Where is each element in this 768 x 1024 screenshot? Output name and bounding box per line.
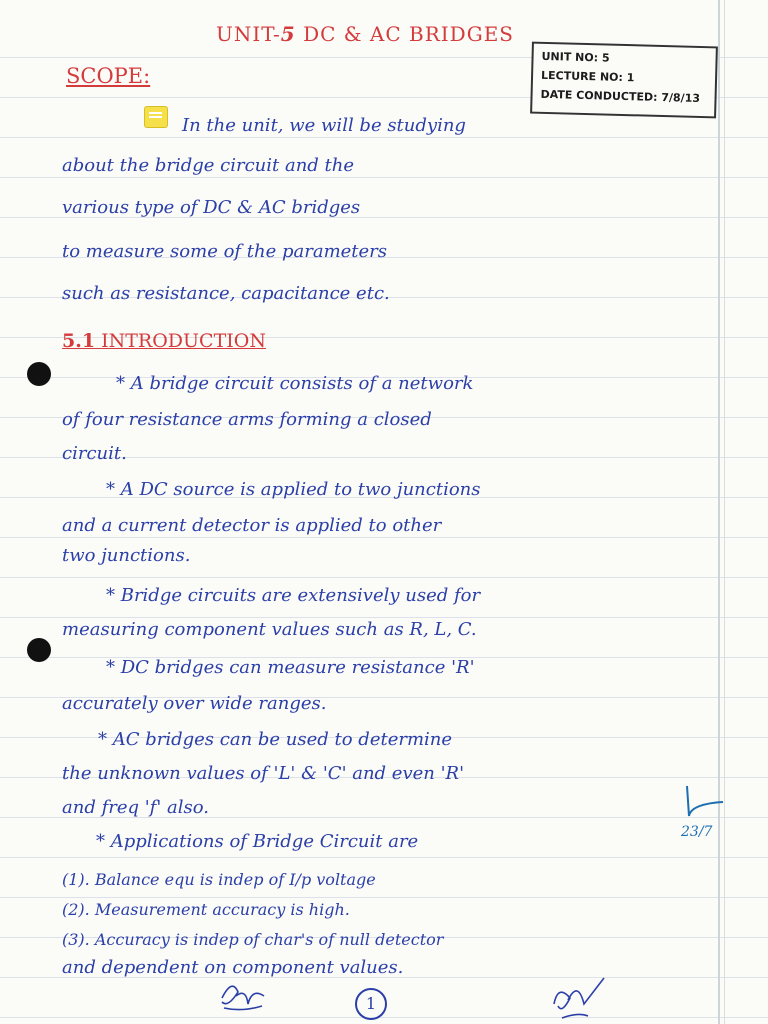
- body-line: and dependent on component values.: [62, 957, 404, 978]
- checkmark-icon: [683, 782, 727, 822]
- unit-title: DC & AC BRIDGES: [303, 22, 514, 46]
- section-number: 5.1: [62, 330, 96, 352]
- body-line: two junctions.: [62, 545, 191, 566]
- signature-icon: [218, 978, 268, 1014]
- sticky-note-icon[interactable]: [144, 106, 168, 128]
- margin-line: [724, 0, 725, 1024]
- lecture-no: LECTURE NO: 1: [540, 68, 635, 85]
- scope-line: In the unit, we will be studying: [182, 115, 466, 136]
- body-line: accurately over wide ranges.: [62, 693, 327, 714]
- body-line: the unknown values of 'L' & 'C' and even 'R': [62, 763, 465, 784]
- body-line: and freq 'f' also.: [62, 797, 209, 818]
- body-line: and a current detector is applied to other: [62, 515, 442, 536]
- body-line: (3). Accuracy is indep of char's of null detector: [62, 930, 444, 949]
- body-line: (1). Balance equ is indep of I/p voltage: [62, 870, 376, 889]
- section-title: INTRODUCTION: [101, 330, 266, 352]
- scope-line: various type of DC & AC bridges: [62, 197, 361, 218]
- unit-no: UNIT NO: 5: [541, 49, 610, 65]
- body-line: of four resistance arms forming a closed: [62, 409, 432, 430]
- body-line: * AC bridges can be used to determine: [98, 729, 453, 750]
- date-conducted: DATE CONDUCTED: 7/8/13: [540, 87, 701, 105]
- body-line: circuit.: [62, 443, 127, 464]
- unit-label: UNIT-: [216, 22, 281, 46]
- scope-line: about the bridge circuit and the: [62, 155, 355, 176]
- binder-hole: [27, 362, 51, 386]
- body-line: * A DC source is applied to two junctions: [106, 479, 481, 500]
- signature-icon: [548, 974, 608, 1022]
- unit-heading: [216, 22, 514, 46]
- section-heading: [62, 330, 266, 352]
- margin-line: [718, 0, 720, 1024]
- lecture-info-box: [530, 42, 718, 119]
- unit-number: 5: [280, 22, 296, 46]
- binder-hole: [27, 638, 51, 662]
- scope-line: to measure some of the parameters: [62, 241, 388, 262]
- body-line: * A bridge circuit consists of a network: [116, 373, 474, 394]
- scope-line: such as resistance, capacitance etc.: [62, 283, 390, 304]
- body-line: * Bridge circuits are extensively used for: [106, 585, 481, 606]
- body-line: (2). Measurement accuracy is high.: [62, 900, 350, 919]
- body-line: * Applications of Bridge Circuit are: [96, 831, 419, 852]
- margin-date: 23/7: [681, 824, 713, 840]
- scope-heading: SCOPE:: [66, 64, 151, 88]
- body-line: * DC bridges can measure resistance 'R': [106, 657, 475, 678]
- page-number: 1: [355, 988, 387, 1020]
- body-line: measuring component values such as R, L, C.: [62, 619, 477, 640]
